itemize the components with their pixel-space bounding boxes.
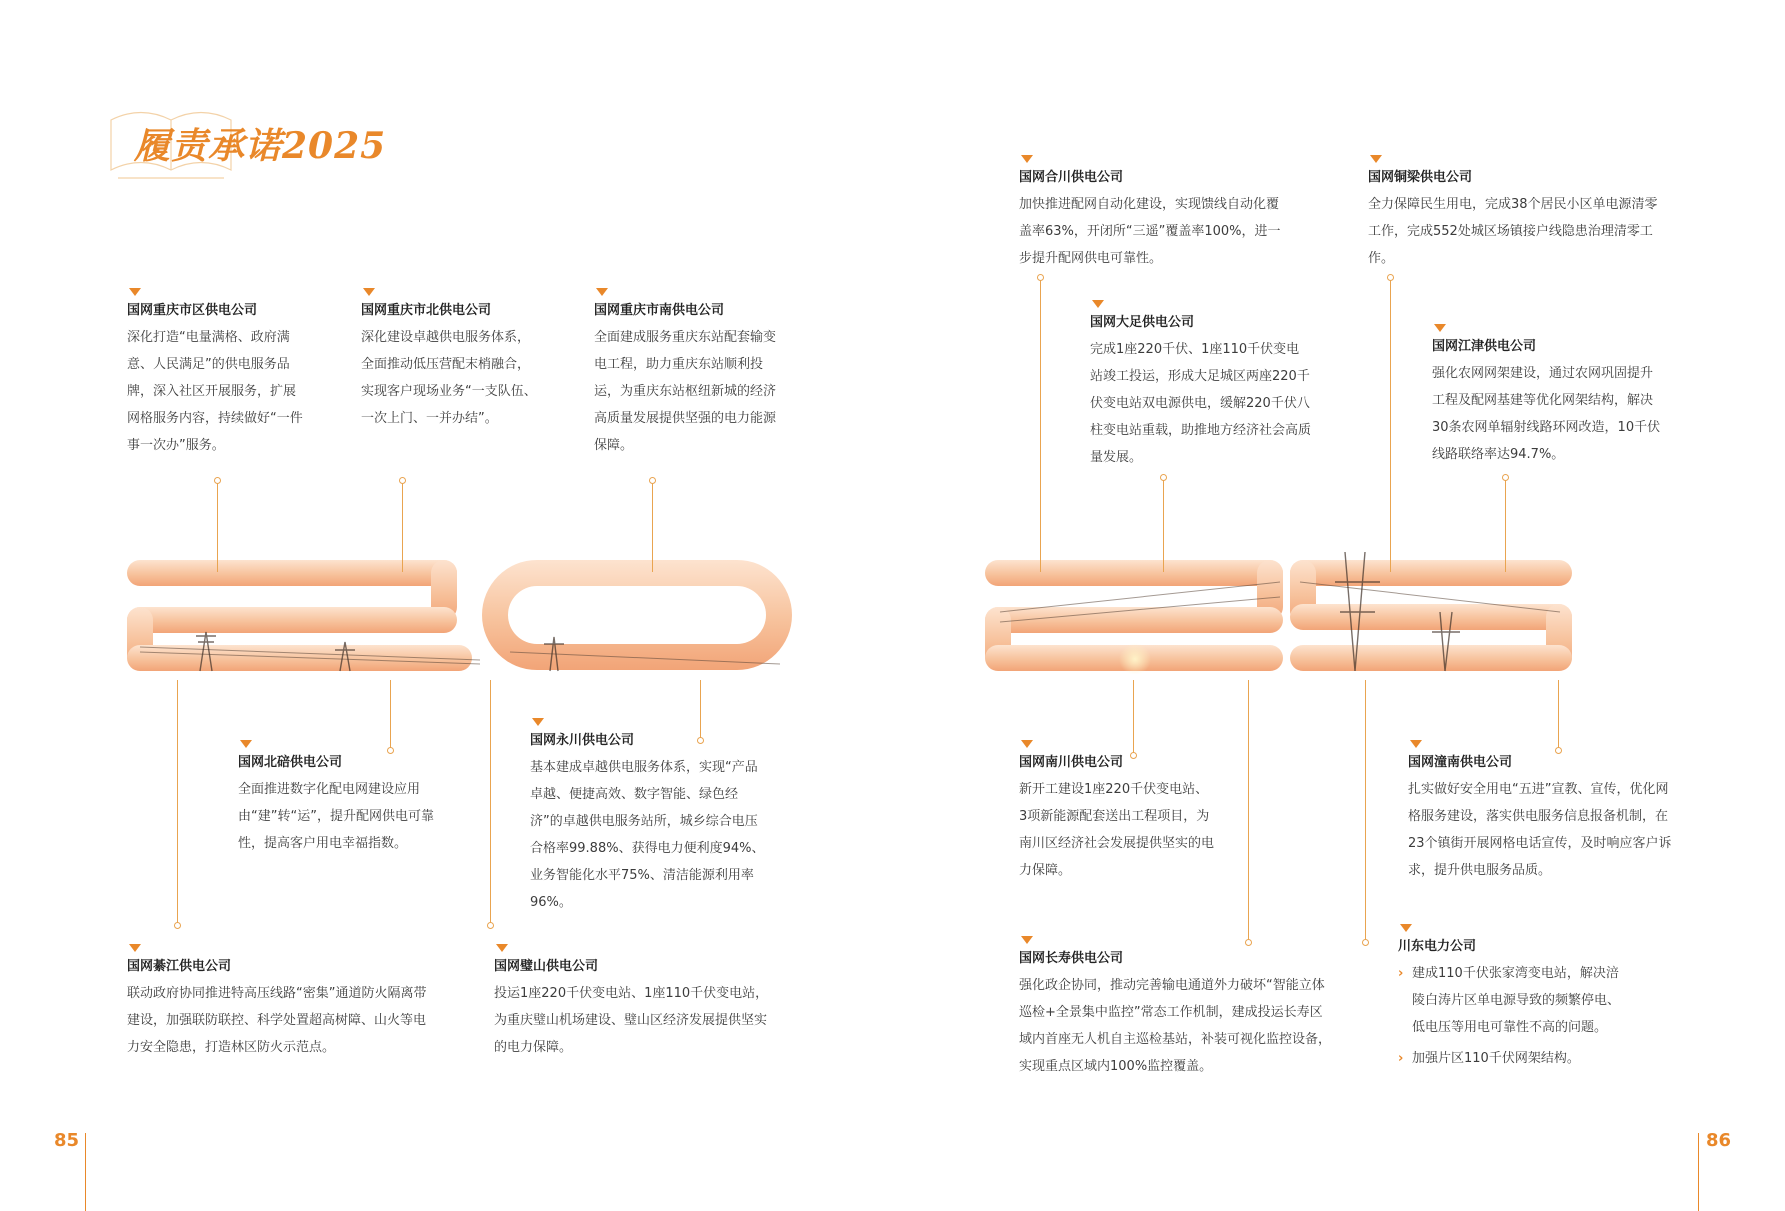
company-name: 国网合川供电公司 — [1019, 170, 1124, 185]
company-name: 国网永川供电公司 — [530, 733, 635, 748]
company-block — [1368, 155, 1658, 272]
connector-dot — [487, 922, 494, 929]
digit-5 — [1290, 560, 1572, 671]
connector-dot — [399, 477, 406, 484]
company-text: 新开工建设1座220千伏变电站、3项新能源配套送出工程项目，为南川区经济社会发展提供坚实的电力保障。 — [1019, 782, 1215, 878]
triangle-marker-icon — [1092, 300, 1104, 308]
company-block — [1432, 324, 1662, 468]
company-text: 全面建成服务重庆东站配套输变电工程，助力重庆东站顺利投运，为重庆东站枢纽新城的经济高质量发展提供坚强的电力能源保障。 — [594, 330, 777, 453]
company-text: 投运1座220千伏变电站、1座110千伏变电站，为重庆璧山机场建设、璧山区经济发展提供坚实的电力保障。 — [494, 986, 769, 1055]
company-name: 国网南川供电公司 — [1019, 755, 1124, 770]
company-block — [1398, 924, 1628, 1076]
company-block — [530, 718, 770, 916]
connector-dot — [1502, 474, 1509, 481]
connector-dot — [1387, 274, 1394, 281]
company-text: 强化政企协同，推动完善输电通道外力破坏“智能立体巡检+全景集中监控”常态工作机制，建成投运长寿区域内首座无人机自主巡检基站，补装可视化监控设备，实现重点区域内100%监控覆盖。 — [1019, 978, 1332, 1074]
connector-line — [1365, 680, 1366, 942]
connector-dot — [214, 477, 221, 484]
triangle-marker-icon — [596, 288, 608, 296]
company-name: 国网重庆市北供电公司 — [361, 303, 492, 318]
triangle-marker-icon — [496, 944, 508, 952]
company-text: 扎实做好安全用电“五进”宣教、宣传，优化网格服务建设，落实供电服务信息报备机制，在23个镇街开展网格电话宣传，及时响应客户诉求，提升供电服务品质。 — [1408, 782, 1672, 878]
connector-dot — [1037, 274, 1044, 281]
page-divider-line — [1698, 1133, 1699, 1211]
company-block — [1019, 155, 1281, 272]
triangle-marker-icon — [363, 288, 375, 296]
company-name: 国网大足供电公司 — [1090, 315, 1195, 330]
connector-line — [1505, 478, 1506, 572]
company-name: 国网重庆市区供电公司 — [127, 303, 258, 318]
page-number-left: 85 — [54, 1130, 80, 1151]
company-text: 深化打造“电量满格、政府满意、人民满足”的供电服务品牌，深入社区开展服务，扩展网格服务内容，持续做好“一件事一次办”服务。 — [127, 330, 303, 453]
company-name: 国网璧山供电公司 — [494, 959, 599, 974]
bullet-item: › 加强片区110千伏网架结构。 — [1398, 1045, 1628, 1072]
triangle-marker-icon — [1021, 740, 1033, 748]
company-text: 深化建设卓越供电服务体系，全面推动低压营配末梢融合，实现客户现场业务“一支队伍、一次上门、一并办结”。 — [361, 330, 537, 426]
company-block — [1090, 300, 1312, 471]
company-block — [594, 288, 776, 459]
page-number-right: 86 — [1706, 1130, 1732, 1151]
triangle-marker-icon — [1021, 936, 1033, 944]
digit-2-left — [127, 560, 472, 671]
connector-dot — [1160, 474, 1167, 481]
triangle-marker-icon — [1370, 155, 1382, 163]
company-text: 联动政府协同推进特高压线路“密集”通道防火隔离带建设，加强联防联控、科学处置超高树障、山火等电力安全隐患，打造林区防火示范点。 — [127, 986, 427, 1055]
connector-line — [652, 481, 653, 572]
connector-line — [1390, 278, 1391, 572]
digit-2-right — [985, 560, 1283, 674]
company-block — [127, 288, 305, 459]
connector-line — [217, 481, 218, 572]
company-name: 国网綦江供电公司 — [127, 959, 232, 974]
triangle-marker-icon — [532, 718, 544, 726]
connector-line — [490, 680, 491, 925]
company-block — [1019, 936, 1331, 1080]
company-name: 国网长寿供电公司 — [1019, 951, 1124, 966]
company-block — [494, 944, 774, 1061]
company-block — [1408, 740, 1672, 884]
page-title: 履责承诺2025 — [134, 125, 387, 167]
company-text: 基本建成卓越供电服务体系，实现“产品卓越、便捷高效、数字智能、绿色经济”的卓越供电服务站所，城乡综合电压合格率99.88%、获得电力便利度94%、业务智能化水平75%、清洁能源利用率96%。 — [530, 760, 765, 910]
connector-dot — [1362, 939, 1369, 946]
company-block — [238, 740, 438, 857]
connector-line — [177, 680, 178, 925]
company-name: 国网重庆市南供电公司 — [594, 303, 725, 318]
triangle-marker-icon — [129, 288, 141, 296]
page-divider-line — [85, 1133, 86, 1211]
triangle-marker-icon — [1434, 324, 1446, 332]
company-name: 国网铜梁供电公司 — [1368, 170, 1473, 185]
connector-line — [1040, 278, 1041, 572]
connector-dot — [174, 922, 181, 929]
company-block — [361, 288, 537, 432]
company-name: 国网北碚供电公司 — [238, 755, 343, 770]
connector-line — [1248, 680, 1249, 942]
company-text: 完成1座220千伏、1座110千伏变电站竣工投运，形成大足城区两座220千伏变电站双电源供电，缓解220千伏八柱变电站重载，助推地方经济社会高质量发展。 — [1090, 342, 1312, 465]
company-name: 国网江津供电公司 — [1432, 339, 1537, 354]
triangle-marker-icon — [1400, 924, 1412, 932]
connector-line — [402, 481, 403, 572]
connector-dot — [649, 477, 656, 484]
company-text: 强化农网网架建设，通过农网巩固提升工程及配网基建等优化网架结构，解决30条农网单辐射线路环网改造，10千伏线路联络率达94.7%。 — [1432, 366, 1661, 462]
triangle-marker-icon — [1410, 740, 1422, 748]
company-name: 国网潼南供电公司 — [1408, 755, 1513, 770]
bullet-item: › 建成110千伏张家湾变电站，解决涪陵白涛片区单电源导致的频繁停电、低电压等用电可靠性不高的问题。 — [1398, 960, 1628, 1041]
triangle-marker-icon — [240, 740, 252, 748]
company-text: 全面推进数字化配电网建设应用由“建”转“运”，提升配网供电可靠性，提高客户用电幸福指数。 — [238, 782, 434, 851]
company-name: 川东电力公司 — [1398, 939, 1477, 954]
company-text: 加快推进配网自动化建设，实现馈线自动化覆盖率63%，开闭所“三遥”覆盖率100%，进一步提升配网供电可靠性。 — [1019, 197, 1281, 266]
triangle-marker-icon — [1021, 155, 1033, 163]
digit-0 — [482, 560, 792, 670]
connector-line — [1163, 478, 1164, 572]
2025-power-line-artwork — [120, 552, 1660, 674]
company-block — [1019, 740, 1215, 884]
triangle-marker-icon — [129, 944, 141, 952]
company-text: 全力保障民生用电，完成38个居民小区单电源清零工作，完成552处城区场镇接户线隐患治理清零工作。 — [1368, 197, 1658, 266]
company-block — [127, 944, 437, 1061]
